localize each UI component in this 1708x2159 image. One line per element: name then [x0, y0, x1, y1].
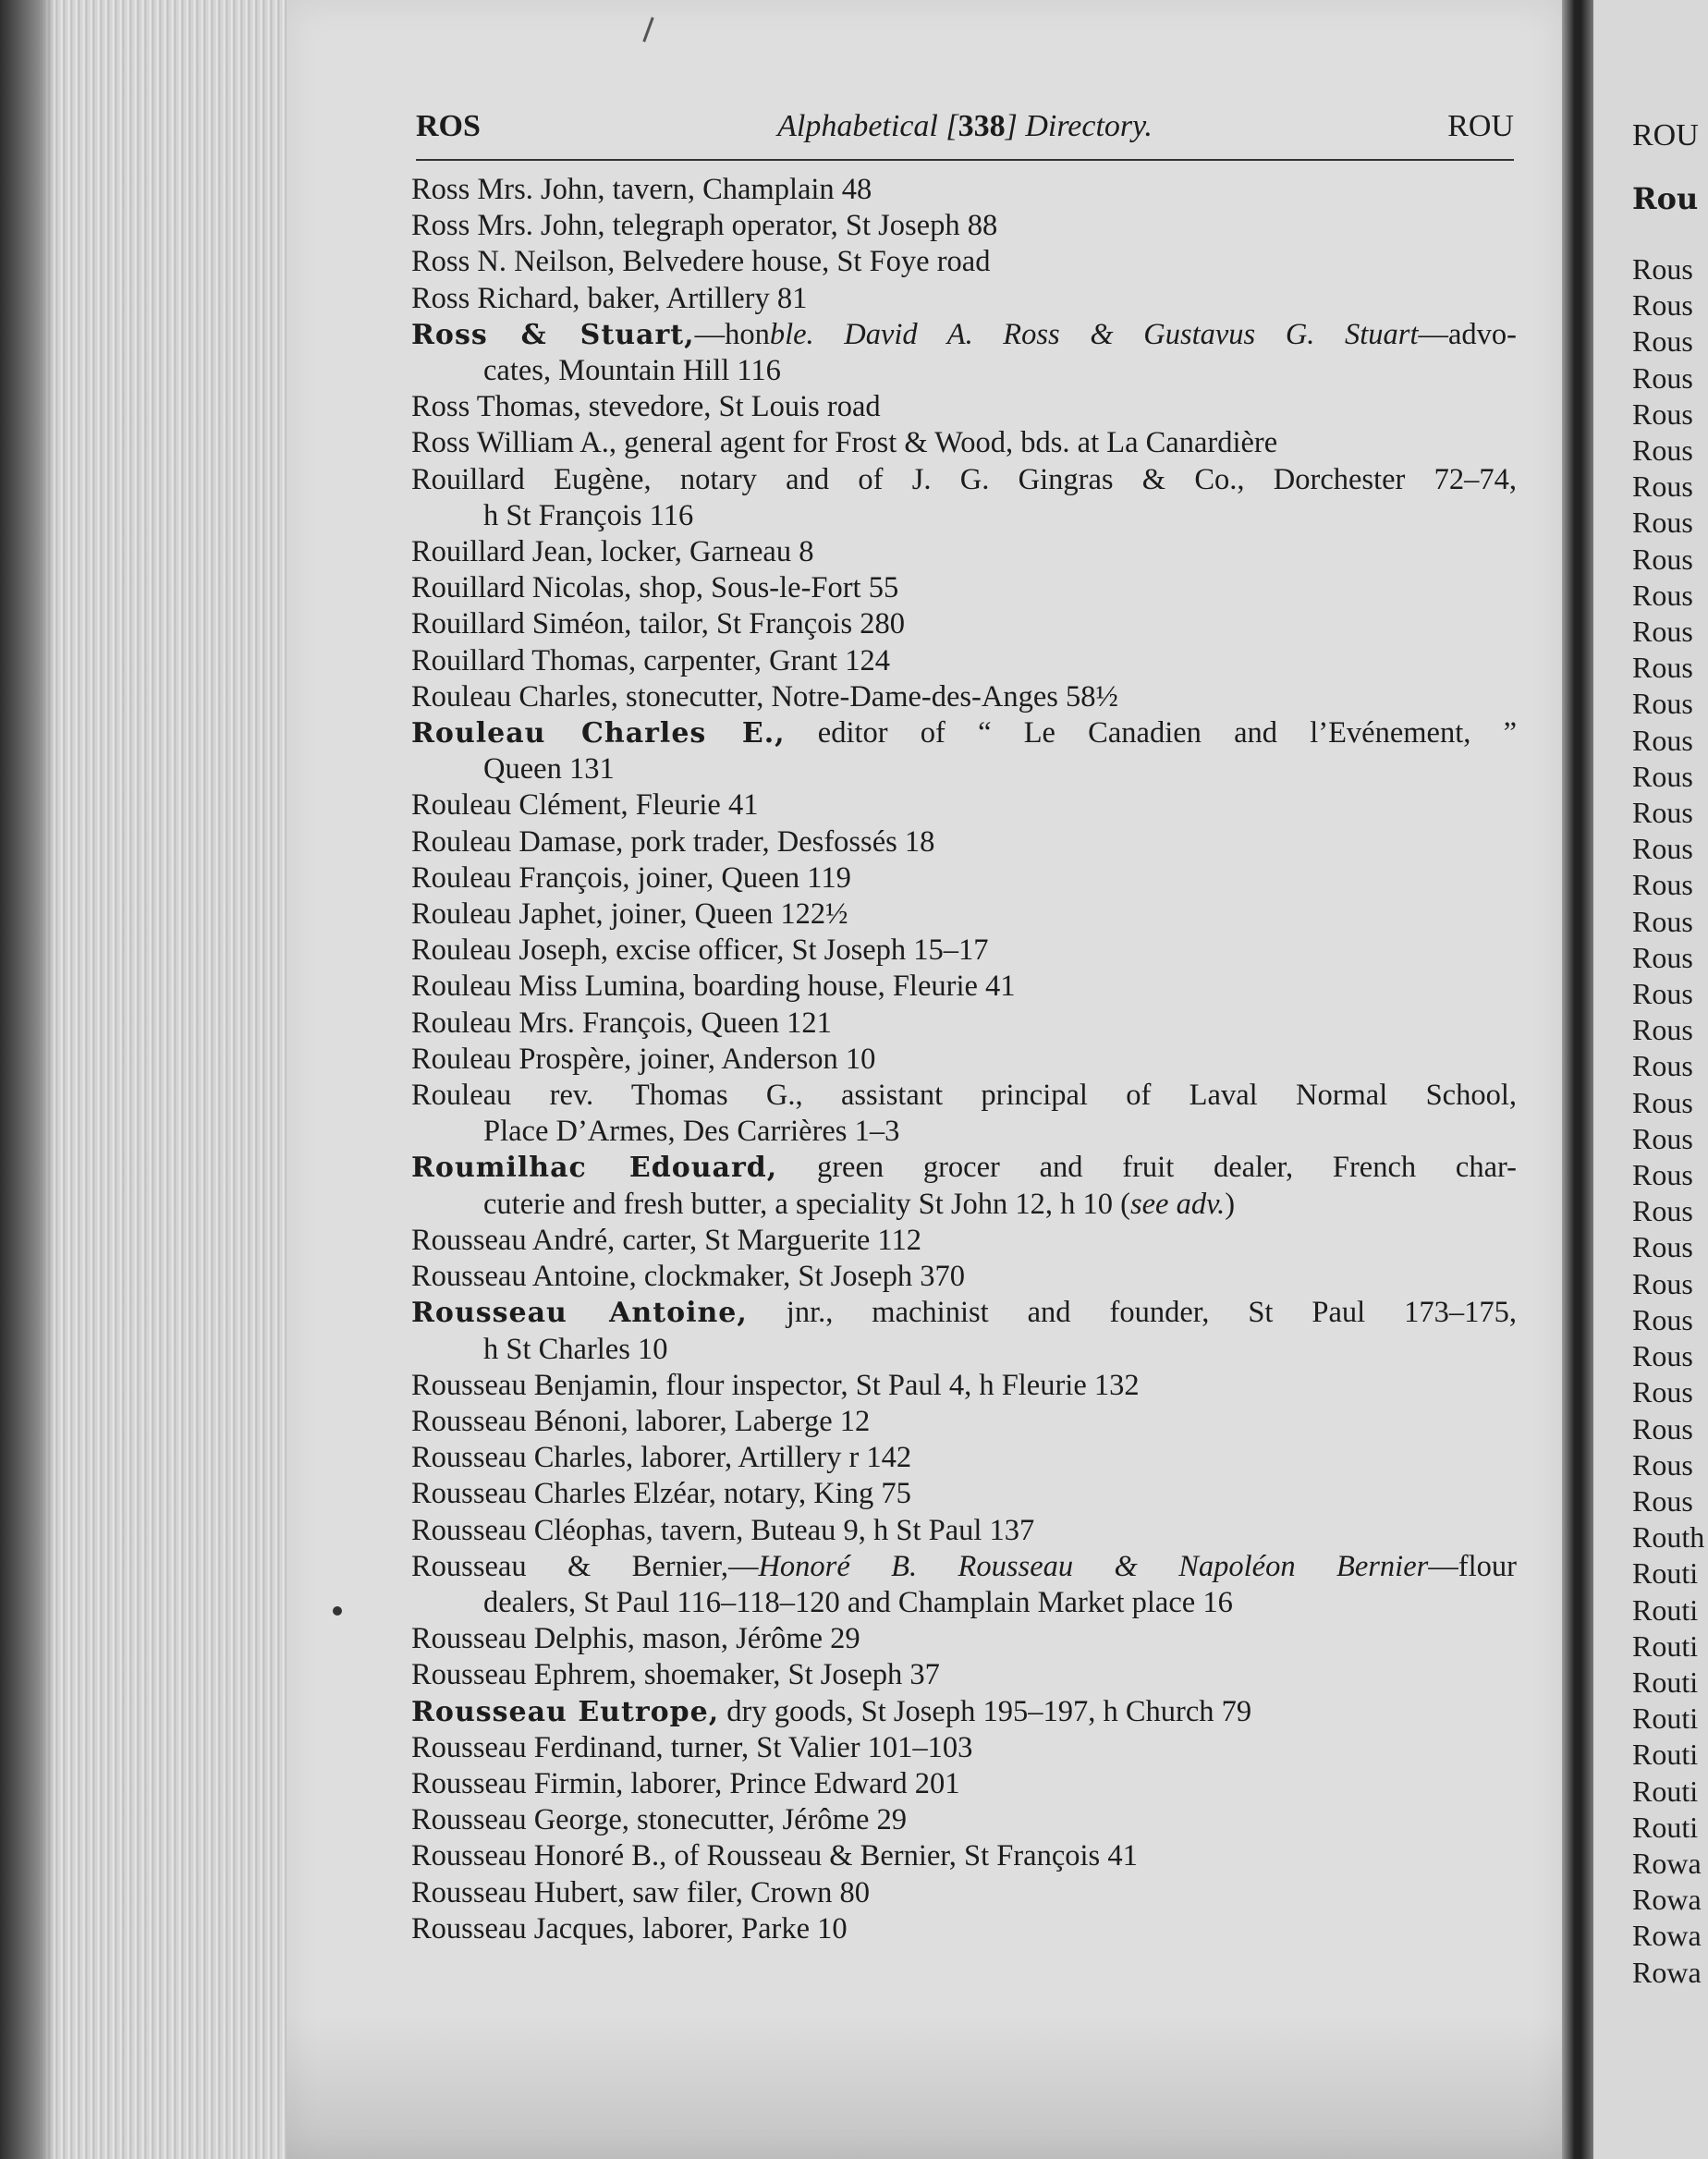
entry-text: Rousseau Ephrem, shoemaker, St Joseph 37 [411, 1658, 940, 1692]
next-page-entry: Rous [1632, 687, 1693, 721]
entry-continuation [411, 498, 1517, 534]
entry-text: Place D’Armes, Des Carrières 1–3 [483, 1115, 900, 1149]
next-page-entry: Rous [1632, 396, 1693, 431]
directory-entry [411, 208, 1517, 244]
next-page-entry: Routi [1632, 1556, 1699, 1591]
next-page-entry: Rous [1632, 977, 1693, 1011]
ink-dot [333, 1606, 342, 1616]
directory-entry [411, 172, 1517, 208]
entry-text: Ross N. Neilson, Belvedere house, St Foye road [411, 245, 991, 279]
next-page-entry: Rous [1632, 1266, 1693, 1300]
entry-text: Queen 131 [483, 752, 615, 787]
next-page-entry: Rous [1632, 723, 1693, 757]
next-page-entry: Rous [1632, 1049, 1693, 1083]
entry-text-italic: see adv. [1129, 1187, 1226, 1221]
next-page [1593, 0, 1708, 2159]
entry-continuation [411, 1114, 1517, 1150]
next-page-entry: Rous [1632, 324, 1693, 359]
entry-text: Rousseau Antoine, clockmaker, St Joseph 370 [411, 1260, 965, 1294]
directory-entry [411, 1150, 1517, 1186]
next-page-entry: Rous [1632, 360, 1693, 395]
directory-entry [411, 1295, 1517, 1331]
entry-text: Ross Mrs. John, telegraph operator, St Joseph 88 [411, 209, 998, 243]
next-page-entry: Rous [1632, 1085, 1693, 1119]
next-page-entry: Rous [1632, 759, 1693, 793]
next-page-entry: Rous [1632, 252, 1693, 286]
entry-text: Rouillard Jean, locker, Garneau 8 [411, 535, 814, 569]
directory-entry [411, 389, 1517, 425]
directory-entry [411, 1911, 1517, 1947]
entry-text: Rouleau rev. Thomas G., assistant principal of Laval Normal School, [411, 1079, 1517, 1113]
head-title [416, 109, 1514, 144]
entry-text: cates, Mountain Hill 116 [483, 354, 781, 388]
directory-entry [411, 1440, 1517, 1476]
entry-text: h St François 116 [483, 498, 694, 532]
directory-entry [411, 570, 1517, 606]
next-page-entry: Rous [1632, 1375, 1693, 1409]
entry-text: —advo- [1418, 317, 1517, 351]
directory-entry [411, 679, 1517, 715]
edge-shadow [0, 0, 55, 2159]
head-left: ROS [416, 109, 481, 143]
entry-text: Rouleau Prospère, joiner, Anderson 10 [411, 1042, 876, 1076]
directory-entry [411, 969, 1517, 1005]
entry-text: ) [1225, 1187, 1236, 1221]
head-title-pre: Alphabetical [ [777, 109, 958, 143]
next-page-entry: Rowa [1632, 1919, 1702, 1953]
directory-entry [411, 1513, 1517, 1549]
entry-text: Rousseau André, carter, St Marguerite 112 [411, 1223, 921, 1257]
directory-entry [411, 1368, 1517, 1404]
entry-text: Rousseau Ferdinand, turner, St Valier 101–103 [411, 1730, 973, 1764]
next-page-entry: Routi [1632, 1810, 1699, 1844]
next-page-entry: Rous [1632, 651, 1693, 685]
directory-entry [411, 244, 1517, 280]
directory-entry [411, 1476, 1517, 1512]
next-page-entry: Rous [1632, 904, 1693, 938]
directory-entry [411, 1223, 1517, 1259]
entry-text: cuterie and fresh butter, a speciality St John 12, h 10 ( [483, 1187, 1130, 1221]
next-page-entry: Rous [1632, 470, 1693, 504]
next-page-entry: Rous [1632, 542, 1693, 576]
directory-entry [411, 1838, 1517, 1874]
entry-text: Rousseau Cléophas, tavern, Buteau 9, h St Paul 137 [411, 1513, 1035, 1547]
entry-continuation [411, 751, 1517, 787]
next-page-entry: Rous [1632, 1339, 1693, 1373]
next-page-entry: Rous [1632, 615, 1693, 649]
entry-text: Rouillard Thomas, carpenter, Grant 124 [411, 643, 890, 677]
next-page-entry: Rous [1632, 1194, 1693, 1228]
directory-entries [411, 172, 1517, 1947]
entry-text: h St Charles 10 [483, 1332, 668, 1366]
next-page-entry: Rous [1632, 1230, 1693, 1264]
entry-text: Rouleau Clément, Fleurie 41 [411, 788, 759, 823]
next-page-entry: Rowa [1632, 1883, 1702, 1917]
directory-entry [411, 824, 1517, 860]
entry-continuation [411, 353, 1517, 389]
entry-text: Rousseau Bénoni, laborer, Laberge 12 [411, 1404, 871, 1438]
directory-entry [411, 933, 1517, 969]
directory-entry [411, 317, 1517, 353]
next-page-entry: Rous [1632, 1447, 1693, 1482]
next-page-entry: Routh [1632, 1520, 1705, 1555]
head-right: ROU [1447, 109, 1514, 143]
entry-continuation [411, 1585, 1517, 1621]
entry-text: Rouleau François, joiner, Queen 119 [411, 860, 851, 895]
entry-text: Ross Thomas, stevedore, St Louis road [411, 390, 881, 424]
directory-entry [411, 1766, 1517, 1802]
next-page-entry: Rous [1632, 796, 1693, 830]
entry-continuation [411, 1187, 1517, 1223]
next-page-entry: Rous [1632, 433, 1693, 468]
directory-entry [411, 1875, 1517, 1911]
entry-text: Rousseau Benjamin, flour inspector, St Paul 4, h Fleurie 132 [411, 1368, 1140, 1402]
directory-entry [411, 281, 1517, 317]
next-page-entry: Rowa [1632, 1955, 1702, 1989]
directory-entry [411, 1042, 1517, 1078]
directory-entry [411, 1006, 1517, 1042]
entry-text: dry goods, St Joseph 195–197, h Church 79 [719, 1694, 1252, 1728]
entry-text: Rouleau Joseph, excise officer, St Joseph 15–17 [411, 933, 989, 968]
next-page-entry: Routi [1632, 1592, 1699, 1627]
entry-text: Rousseau & Bernier,— [411, 1549, 759, 1583]
directory-entry [411, 534, 1517, 570]
entry-text: Rouillard Eugène, notary and of J. G. Gingras & Co., Dorchester 72–74, [411, 462, 1517, 496]
entry-text: —flour [1428, 1549, 1517, 1583]
entry-name-bold: Rouleau Charles E., [411, 717, 786, 750]
next-page-entry: Rous [1632, 1013, 1693, 1047]
entry-name-bold: Roumilhac Edouard, [411, 1152, 778, 1185]
next-page-entry: Rowa [1632, 1846, 1702, 1880]
next-page-entry: Rous [1632, 832, 1693, 866]
entry-text: Rousseau Jacques, laborer, Parke 10 [411, 1911, 848, 1946]
entry-text: Ross Richard, baker, Artillery 81 [411, 281, 808, 315]
page-number: 338 [958, 109, 1006, 143]
directory-entry [411, 1078, 1517, 1114]
entry-text: Rousseau Hubert, saw filer, Crown 80 [411, 1875, 871, 1909]
entry-text: Rouleau Charles, stonecutter, Notre-Dame-des-Anges 58½ [411, 679, 1118, 714]
directory-entry [411, 1657, 1517, 1693]
entry-text: —hon [694, 317, 770, 351]
entry-continuation [411, 1332, 1517, 1368]
entry-text: Rouleau Damase, pork trader, Desfossés 18 [411, 824, 935, 859]
next-page-entry: Rous [1632, 1302, 1693, 1336]
directory-entry [411, 1259, 1517, 1295]
directory-entry [411, 462, 1517, 498]
directory-entry [411, 1621, 1517, 1657]
entry-text: jnr., machinist and founder, St Paul 173–175, [747, 1296, 1517, 1330]
entry-text: Rouillard Nicolas, shop, Sous-le-Fort 55 [411, 571, 899, 605]
entry-text: Rousseau Charles, laborer, Artillery r 142 [411, 1441, 912, 1475]
next-page-entry: Routi [1632, 1702, 1699, 1736]
next-page-entry: Rous [1632, 578, 1693, 612]
directory-entry [411, 643, 1517, 679]
entry-text-italic: ble. David A. Ross & Gustavus G. Stuart [769, 317, 1419, 351]
next-page-entry: Rous [1632, 1411, 1693, 1445]
book-gutter [1562, 0, 1593, 2159]
entry-text: Rousseau Delphis, mason, Jérôme 29 [411, 1622, 860, 1656]
entry-text: green grocer and fruit dealer, French char- [777, 1151, 1517, 1185]
entry-text: editor of “ Le Canadien and l’Evénement, ” [785, 716, 1518, 750]
next-page-entry: Routi [1632, 1738, 1699, 1772]
entry-text: Rousseau Charles Elzéar, notary, King 75 [411, 1477, 911, 1511]
entry-text: Rousseau Honoré B., of Rousseau & Bernier, St François 41 [411, 1839, 1138, 1873]
next-page-header: ROU [1632, 118, 1699, 152]
running-head [416, 109, 1514, 161]
directory-entry [411, 606, 1517, 642]
head-title-post: ] Directory. [1005, 109, 1153, 143]
entry-name-bold: Ross & Stuart, [411, 318, 695, 351]
directory-entry [411, 897, 1517, 933]
directory-entry [411, 860, 1517, 897]
entry-text: Rouillard Siméon, tailor, St François 280 [411, 607, 906, 641]
directory-entry [411, 1549, 1517, 1585]
directory-entry [411, 1694, 1517, 1730]
directory-entry [411, 715, 1517, 751]
next-page-entry: Routi [1632, 1628, 1699, 1663]
next-page-entry: Rous [1632, 506, 1693, 540]
next-page-entry: Rous [1632, 288, 1693, 323]
next-page-entries [1632, 251, 1704, 1991]
next-page-entry: Rous [1632, 1121, 1693, 1155]
page-shadow [287, 2015, 1562, 2159]
entry-text-italic: Honoré B. Rousseau & Napoléon Bernier [758, 1549, 1429, 1583]
entry-text: Rouleau Japhet, joiner, Queen 122½ [411, 897, 848, 932]
next-page-entry: Routi [1632, 1774, 1699, 1808]
entry-name-bold: Rousseau Eutrope, [411, 1695, 720, 1728]
next-page-entry: Rous [1632, 868, 1693, 902]
entry-text: Rouleau Mrs. François, Queen 121 [411, 1006, 832, 1040]
next-page-entry: Rous [1632, 1158, 1693, 1192]
entry-name-bold: Rousseau Antoine, [411, 1297, 748, 1330]
directory-entry [411, 787, 1517, 823]
entry-text: Ross Mrs. John, tavern, Champlain 48 [411, 173, 872, 206]
entry-text: Rouleau Miss Lumina, boarding house, Fleurie 41 [411, 970, 1016, 1004]
entry-text: Rousseau Firmin, laborer, Prince Edward 201 [411, 1766, 960, 1800]
directory-entry [411, 1404, 1517, 1440]
directory-entry [411, 1802, 1517, 1838]
next-page-entry: Rous [1632, 940, 1693, 974]
entry-text: dealers, St Paul 116–118–120 and Champlain Market place 16 [483, 1585, 1233, 1619]
entry-text: Ross William A., general agent for Frost & Wood, bds. at La Canardière [411, 426, 1278, 460]
next-page-entry: Routi [1632, 1665, 1699, 1699]
entry-text: Rousseau George, stonecutter, Jérôme 29 [411, 1803, 908, 1837]
directory-entry [411, 1730, 1517, 1766]
next-page-entry: Rous [1632, 1483, 1693, 1518]
next-page-first-entry: Rou [1632, 181, 1699, 216]
directory-entry [411, 425, 1517, 461]
